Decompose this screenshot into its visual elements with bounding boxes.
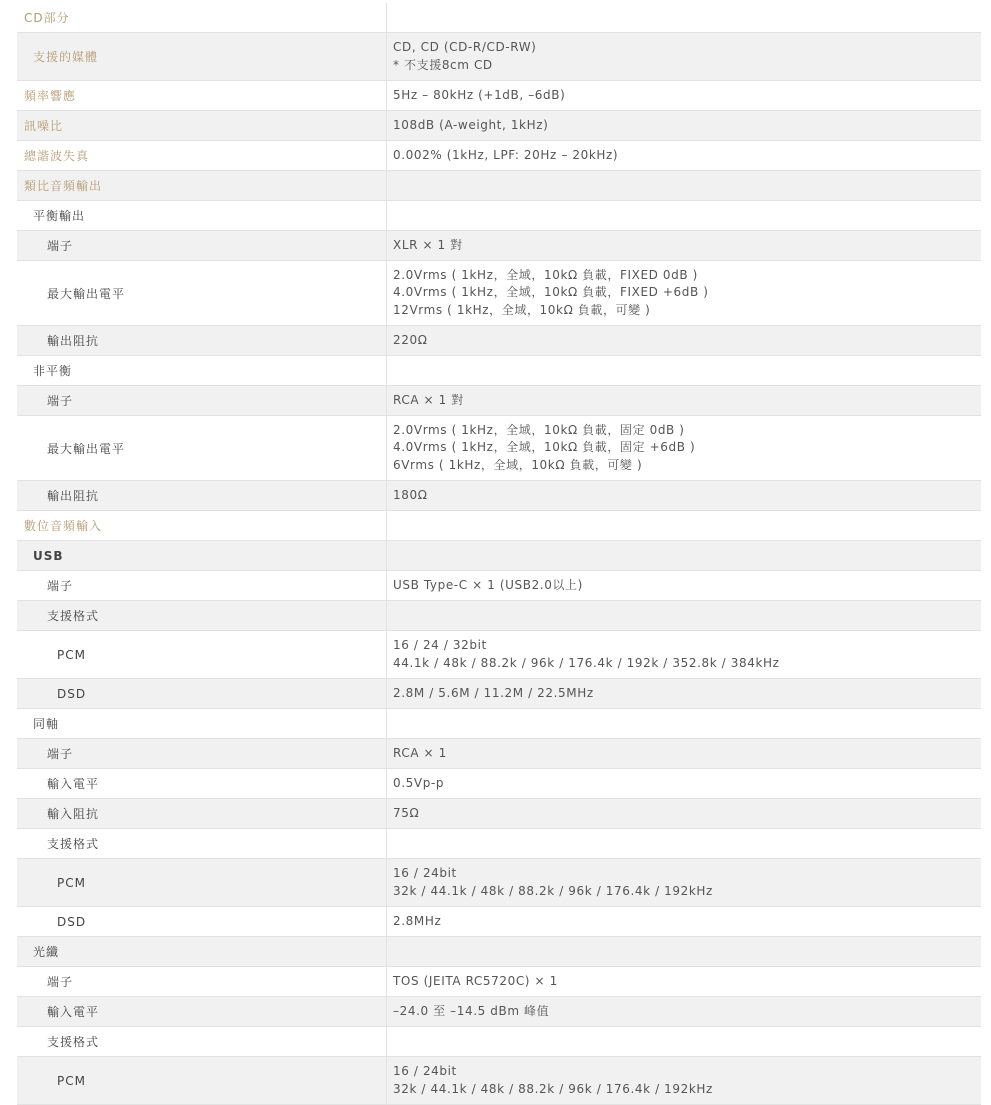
- spec-value-line: 2.0Vrms ( 1kHz，全域，10kΩ 負載，固定 0dB ): [393, 422, 685, 437]
- spec-row: [17, 33, 981, 81]
- spec-label: DSD: [17, 907, 387, 936]
- spec-label: PCM: [17, 859, 387, 906]
- spec-value-line: CD, CD (CD-R/CD-RW): [393, 40, 537, 54]
- spec-label: 支援格式: [17, 1027, 387, 1056]
- spec-value-line: 2.8M / 5.6M / 11.2M / 22.5MHz: [393, 685, 594, 700]
- spec-row: [17, 907, 981, 937]
- spec-row: [17, 1057, 981, 1105]
- spec-value: [387, 33, 981, 80]
- spec-value: [387, 631, 981, 678]
- spec-row: [17, 769, 981, 799]
- spec-value-line: 16 / 24 / 32bit: [393, 638, 487, 652]
- spec-value-line: RCA × 1: [393, 745, 447, 760]
- spec-label: 輸出阻抗: [17, 481, 387, 510]
- spec-value: [387, 859, 981, 906]
- spec-row: [17, 356, 981, 386]
- spec-row: [17, 1027, 981, 1057]
- spec-label: 端子: [17, 739, 387, 768]
- spec-value-line: TOS (JEITA RC5720C) × 1: [393, 973, 558, 988]
- spec-row: [17, 937, 981, 967]
- spec-value-line: 0.5Vp-p: [393, 775, 445, 790]
- spec-label: 端子: [17, 571, 387, 600]
- spec-label: 總諧波失真: [17, 141, 387, 170]
- spec-label: PCM: [17, 1057, 387, 1104]
- spec-row: [17, 3, 981, 33]
- spec-value: [387, 171, 981, 200]
- spec-label: PCM: [17, 631, 387, 678]
- spec-value-line: 16 / 24bit: [393, 866, 457, 880]
- spec-value-line: 32k / 44.1k / 48k / 88.2k / 96k / 176.4k / 192kHz: [393, 1081, 713, 1096]
- spec-row: [17, 601, 981, 631]
- spec-value: [387, 571, 981, 600]
- spec-value-line: 0.002% (1kHz, LPF: 20Hz – 20kHz): [393, 147, 619, 162]
- spec-row: [17, 201, 981, 231]
- spec-value: [387, 937, 981, 966]
- spec-label: 頻率響應: [17, 81, 387, 110]
- spec-label: 類比音頻輸出: [17, 171, 387, 200]
- spec-value-line: 2.8MHz: [393, 913, 442, 928]
- spec-row: [17, 709, 981, 739]
- spec-value: [387, 81, 981, 110]
- spec-value-line: –24.0 至 –14.5 dBm 峰值: [393, 1003, 550, 1018]
- spec-value-line: 44.1k / 48k / 88.2k / 96k / 176.4k / 192k / 352.8k / 384kHz: [393, 655, 780, 670]
- spec-value: [387, 511, 981, 540]
- spec-label: 訊噪比: [17, 111, 387, 140]
- spec-value: [387, 997, 981, 1026]
- spec-value: [387, 201, 981, 230]
- spec-label: 輸入電平: [17, 997, 387, 1026]
- spec-label: 光纖: [17, 937, 387, 966]
- spec-label: 支援格式: [17, 829, 387, 858]
- spec-row: [17, 511, 981, 541]
- spec-value: [387, 3, 981, 32]
- spec-value: [387, 356, 981, 385]
- spec-label: 輸入阻抗: [17, 799, 387, 828]
- spec-value: [387, 141, 981, 170]
- spec-row: [17, 416, 981, 481]
- spec-row: [17, 481, 981, 511]
- spec-value: [387, 326, 981, 355]
- spec-label: 端子: [17, 386, 387, 415]
- spec-label: 最大輸出電平: [17, 261, 387, 325]
- spec-value: [387, 829, 981, 858]
- spec-row: [17, 631, 981, 679]
- spec-row: [17, 141, 981, 171]
- spec-row: [17, 111, 981, 141]
- spec-value-line: 4.0Vrms ( 1kHz，全域，10kΩ 負載，FIXED +6dB ): [393, 285, 709, 300]
- spec-value-line: 108dB (A-weight, 1kHz): [393, 117, 549, 132]
- spec-value-line: 75Ω: [393, 805, 420, 820]
- spec-row: [17, 541, 981, 571]
- spec-label: 平衡輸出: [17, 201, 387, 230]
- spec-row: [17, 799, 981, 829]
- spec-value-line: 2.0Vrms ( 1kHz，全域，10kΩ 負載，FIXED 0dB ): [393, 267, 698, 282]
- spec-label: 支援格式: [17, 601, 387, 630]
- spec-label: 端子: [17, 967, 387, 996]
- spec-label: 數位音頻輸入: [17, 511, 387, 540]
- spec-table: [17, 3, 981, 1105]
- spec-value-line: RCA × 1 對: [393, 392, 464, 407]
- spec-value: [387, 907, 981, 936]
- spec-value: [387, 416, 981, 480]
- spec-value: [387, 481, 981, 510]
- spec-label: 同軸: [17, 709, 387, 738]
- spec-value: [387, 541, 981, 570]
- spec-value-line: 32k / 44.1k / 48k / 88.2k / 96k / 176.4k / 192kHz: [393, 883, 713, 898]
- spec-value-line: XLR × 1 對: [393, 237, 463, 252]
- spec-label: CD部分: [17, 3, 387, 32]
- spec-value-line: * 不支援8cm CD: [393, 57, 493, 72]
- spec-row: [17, 571, 981, 601]
- spec-row: [17, 859, 981, 907]
- spec-value: [387, 231, 981, 260]
- spec-value: [387, 1057, 981, 1104]
- spec-value-line: 5Hz – 80kHz (+1dB, –6dB): [393, 87, 566, 102]
- spec-row: [17, 386, 981, 416]
- spec-value: [387, 769, 981, 798]
- spec-value: [387, 601, 981, 630]
- spec-row: [17, 679, 981, 709]
- spec-value-line: 4.0Vrms ( 1kHz，全域，10kΩ 負載，固定 +6dB ): [393, 440, 696, 455]
- spec-label: USB: [17, 541, 387, 570]
- spec-value: [387, 799, 981, 828]
- spec-row: [17, 171, 981, 201]
- spec-label: 支援的媒體: [17, 33, 387, 80]
- spec-value: [387, 967, 981, 996]
- spec-value: [387, 386, 981, 415]
- spec-row: [17, 967, 981, 997]
- spec-value-line: 6Vrms ( 1kHz，全域，10kΩ 負載，可變 ): [393, 457, 643, 472]
- spec-value: [387, 1027, 981, 1056]
- spec-row: [17, 261, 981, 326]
- spec-label: 端子: [17, 231, 387, 260]
- spec-value-line: USB Type-C × 1 (USB2.0以上): [393, 577, 583, 592]
- spec-value: [387, 709, 981, 738]
- spec-label: DSD: [17, 679, 387, 708]
- spec-value-line: 16 / 24bit: [393, 1064, 457, 1078]
- spec-value-line: 220Ω: [393, 332, 428, 347]
- spec-label: 非平衡: [17, 356, 387, 385]
- spec-value: [387, 111, 981, 140]
- spec-value: [387, 679, 981, 708]
- spec-value-line: 12Vrms ( 1kHz，全域，10kΩ 負載，可變 ): [393, 302, 651, 317]
- spec-label: 輸出阻抗: [17, 326, 387, 355]
- spec-row: [17, 231, 981, 261]
- spec-row: [17, 326, 981, 356]
- spec-row: [17, 829, 981, 859]
- spec-value: [387, 261, 981, 325]
- spec-label: 輸入電平: [17, 769, 387, 798]
- spec-value-line: 180Ω: [393, 487, 428, 502]
- spec-label: 最大輸出電平: [17, 416, 387, 480]
- spec-row: [17, 739, 981, 769]
- spec-row: [17, 997, 981, 1027]
- spec-value: [387, 739, 981, 768]
- spec-row: [17, 81, 981, 111]
